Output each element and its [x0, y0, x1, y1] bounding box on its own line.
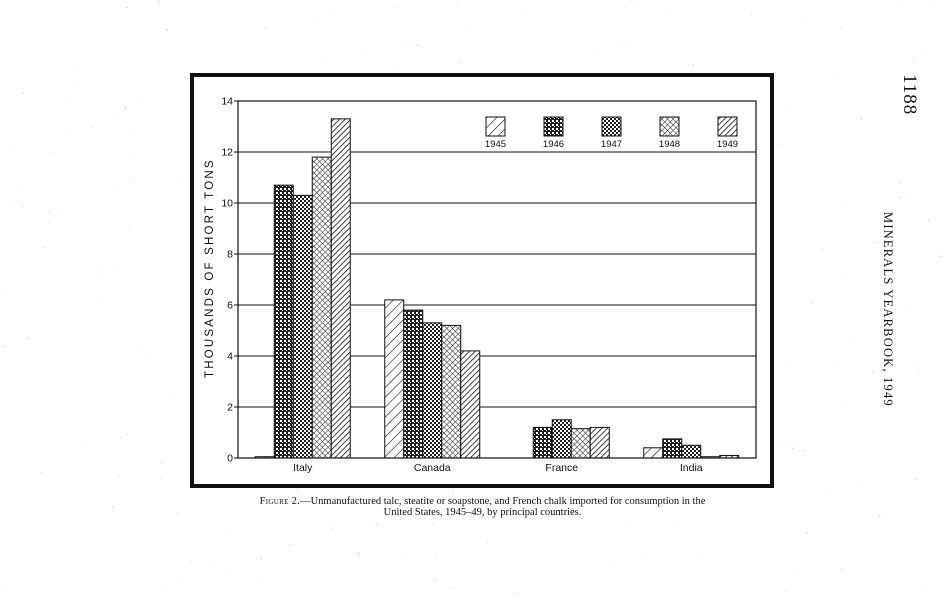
caption-label: Figure 2.	[259, 496, 301, 507]
bar-italy-1949	[331, 119, 350, 458]
bar-france-1946	[533, 427, 552, 458]
bar-italy-1946	[274, 185, 293, 458]
y-tick-label: 0	[227, 452, 233, 465]
x-tick-label: Italy	[293, 462, 313, 474]
legend-label-1949: 1949	[716, 139, 739, 150]
bar-canada-1947	[423, 323, 442, 458]
bar-canada-1948	[442, 325, 461, 458]
legend	[485, 117, 738, 150]
y-tick-label: 4	[227, 350, 233, 363]
bar-india-1946	[663, 439, 682, 458]
bar-india-1947	[682, 445, 701, 458]
legend-swatch-1945	[486, 117, 505, 136]
y-tick-label: 14	[221, 95, 233, 108]
legend-swatch-1946	[544, 117, 563, 136]
x-tick-label: India	[679, 462, 703, 474]
legend-label-1948: 1948	[658, 139, 681, 150]
y-tick-label: 12	[221, 146, 233, 159]
legend-label-1945: 1945	[484, 139, 507, 150]
y-tick-label: 2	[227, 401, 233, 414]
y-tick-label: 8	[227, 248, 233, 261]
bar-india-1945	[644, 448, 663, 458]
bar-canada-1946	[404, 310, 423, 458]
legend-label-1946: 1946	[542, 139, 565, 150]
bar-canada-1949	[461, 351, 480, 458]
x-tick-label: Canada	[413, 462, 451, 474]
legend-swatch-1947	[602, 117, 621, 136]
legend-swatch-1949	[718, 117, 737, 136]
bar-italy-1947	[293, 195, 312, 458]
y-tick-label: 6	[227, 299, 233, 312]
bar-italy-1948	[312, 157, 331, 458]
figure-caption	[245, 496, 720, 518]
legend-label-1947: 1947	[600, 139, 623, 150]
page-number: 1188	[899, 74, 920, 116]
bar-france-1949	[590, 427, 609, 458]
x-tick-label: France	[545, 462, 579, 474]
bar-france-1948	[571, 429, 590, 458]
legend-swatch-1948	[660, 117, 679, 136]
caption-text: —Unmanufactured talc, steatite or soapstone, and French chalk imported for consumption in the United States, 1945–49, by principal countries.	[300, 496, 706, 518]
running-head: MINERALS YEARBOOK, 1949	[881, 212, 895, 407]
y-tick-label: 10	[221, 197, 233, 210]
y-axis-label: THOUSANDS OF SHORT TONS	[204, 158, 216, 378]
bar-france-1947	[552, 420, 571, 458]
bar-canada-1945	[385, 300, 404, 458]
